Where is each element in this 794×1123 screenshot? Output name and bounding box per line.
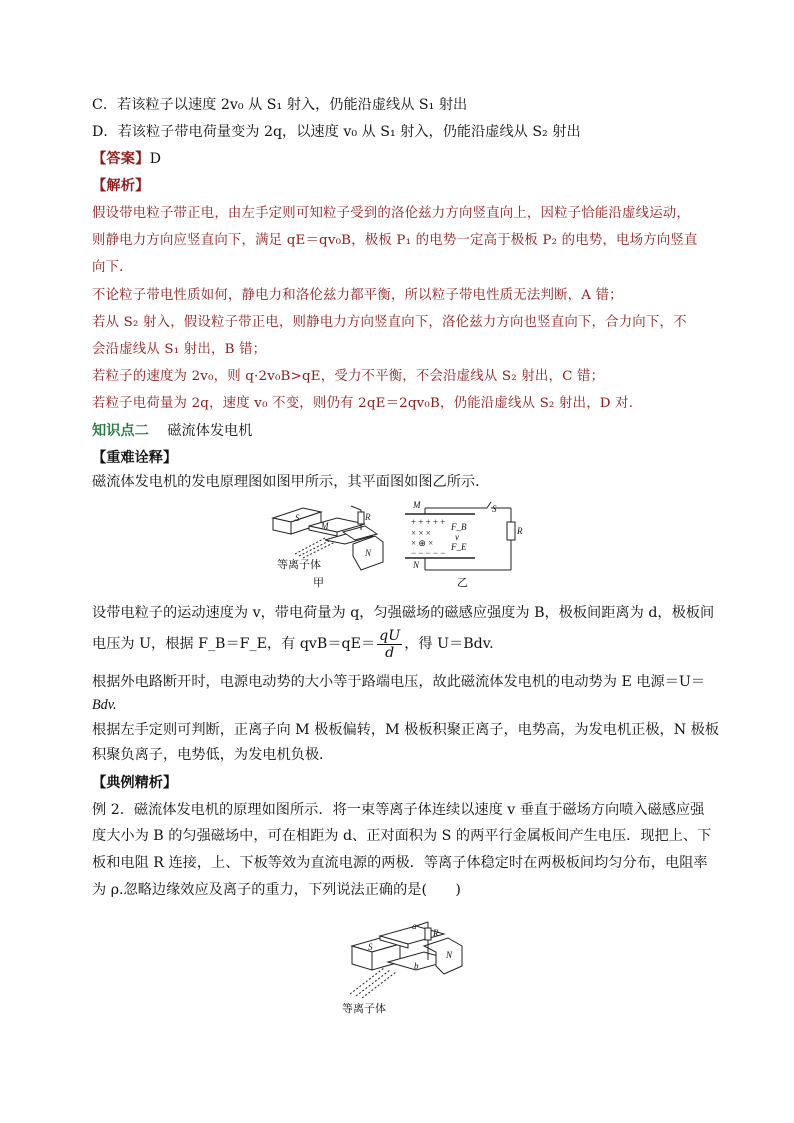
yi-S-label: S xyxy=(492,504,497,514)
figure-jia-yi xyxy=(265,496,525,594)
jia-caption: 甲 xyxy=(313,577,324,589)
example-line-2: 度大小为 B 的匀强磁场中，可在相距为 d、正对面积为 S 的两平行金属板间产生电压．现把上、下 xyxy=(92,828,712,844)
answer-line xyxy=(92,149,161,169)
explain-intro: 磁流体发电机的发电原理图如图甲所示，其平面图如图乙所示． xyxy=(92,474,490,490)
analysis-line-6: 会沿虚线从 S₁ 射出，B 错； xyxy=(92,342,267,357)
explain-p2-line2: Bdv. xyxy=(92,697,117,713)
ex-plasma-label: 等离子体 xyxy=(342,1003,386,1015)
ex-a-label: a xyxy=(412,921,417,931)
explain-p1-line2 xyxy=(92,624,494,664)
jia-plasma-label: 等离子体 xyxy=(277,559,321,571)
jia-S-label: S xyxy=(295,513,300,523)
ex-S-label: S xyxy=(368,942,373,952)
yi-FB-label: F_B xyxy=(451,522,467,532)
yi-field-marks xyxy=(411,517,445,558)
section-title xyxy=(92,421,252,441)
option-d: D．若该粒子带电荷量变为 2q，以速度 v₀ 从 S₁ 射入，仍能沿虚线从 S₂ 射出 xyxy=(92,124,581,140)
analysis-line-3: 向下． xyxy=(92,260,133,275)
fraction-num: qU xyxy=(379,627,401,644)
analysis-line-4: 不论粒子带电性质如何，静电力和洛伦兹力都平衡，所以粒子带电性质无法判断，A 错； xyxy=(92,288,623,303)
p1-post: ，得 U＝Bdv. xyxy=(404,636,494,652)
explain-p3-line2: 积聚负离子，电势低，为发电机负极． xyxy=(92,747,334,763)
p1-pre: 电压为 U，根据 F_B＝F_E，有 qvB＝qE＝ xyxy=(92,636,376,652)
jia-N-label: N xyxy=(365,548,372,558)
explain-heading: 【重难诠释】 xyxy=(92,450,178,466)
ex-R-label: R xyxy=(433,928,439,938)
ex-b-label: b xyxy=(414,961,419,971)
yi-v-label: v xyxy=(455,532,459,542)
yi-R-label: R xyxy=(517,526,523,536)
example-line-1: 例 2．磁流体发电机的原理如图所示．将一束等离子体连续以速度 v 垂直于磁场方向喷入磁感应强 xyxy=(92,802,705,818)
svg-text:× × ×: × × × xyxy=(411,528,431,538)
jia-M-label: M xyxy=(321,521,329,531)
analysis-line-8: 若粒子电荷量为 2q，速度 v₀ 不变，则仍有 2qE＝2qv₀B，仍能沿虚线从 S₂ 射出，D 对． xyxy=(92,396,643,411)
svg-text:− − − − −: − − − − − xyxy=(411,548,446,558)
analysis-line-7: 若粒子的速度为 2v₀，则 q·2v₀B>qE，受力不平衡，不会沿虚线从 S₂ 射出，C 错； xyxy=(92,369,605,384)
option-c: C．若该粒子以速度 2v₀ 从 S₁ 射入，仍能沿虚线从 S₁ 射出 xyxy=(92,97,468,113)
analysis-line-1: 假设带电粒子带正电，由左手定则可知粒子受到的洛伦兹力方向竖直向上，因粒子恰能沿虚线运动， xyxy=(92,206,690,221)
analysis-heading: 【解析】 xyxy=(92,178,150,194)
answer-bracket: 【答案】 xyxy=(92,151,150,167)
yi-caption: 乙 xyxy=(457,577,468,589)
example-figure xyxy=(340,916,480,1016)
example-line-3: 板和电阻 R 连接，上、下板等效为直流电源的两极．等离子体稳定时在两极板间均匀分布，电阻率 xyxy=(92,855,708,871)
fraction-qU-d xyxy=(377,628,402,661)
jia-R-label: R xyxy=(365,512,371,522)
section-name: 磁流体发电机 xyxy=(167,423,253,439)
analysis-line-5: 若从 S₂ 射入，假设粒子带正电，则静电力方向竖直向下，洛伦兹力方向也竖直向下，合力向下，不 xyxy=(92,315,687,330)
yi-N-label: N xyxy=(413,560,420,570)
example-heading: 【典例精析】 xyxy=(92,775,178,791)
yi-M-label: M xyxy=(413,500,421,510)
yi-FE-label: F_E xyxy=(451,542,467,552)
answer-value: D xyxy=(149,151,161,167)
section-label: 知识点二 xyxy=(92,423,149,439)
explain-p2-line1: 根据外电路断开时，电源电动势的大小等于路端电压，故此磁流体发电机的电动势为 E 电源＝U＝ xyxy=(92,674,706,690)
ex-N-label: N xyxy=(446,950,453,960)
explain-p1-line1: 设带电粒子的运动速度为 v，带电荷量为 q，匀强磁场的磁感应强度为 B，极板间距离为 d，极板间 xyxy=(92,605,715,621)
svg-text:+ + + + +: + + + + + xyxy=(411,517,446,527)
example-line-4: 为 ρ.忽略边缘效应及离子的重力，下列说法正确的是( ) xyxy=(92,882,461,898)
svg-text:× ⊕ ×: × ⊕ × xyxy=(411,538,434,548)
explain-p3-line1: 根据左手定则可判断，正离子向 M 极板偏转，M 极板积聚正离子，电势高，为发电机正极，N 极板 xyxy=(92,722,720,738)
analysis-line-2: 则静电力方向应竖直向下，满足 qE＝qv₀B，极板 P₁ 的电势一定高于极板 P₂ 的电势，电场方向竖直 xyxy=(92,233,698,248)
fraction-den: d xyxy=(385,644,395,661)
